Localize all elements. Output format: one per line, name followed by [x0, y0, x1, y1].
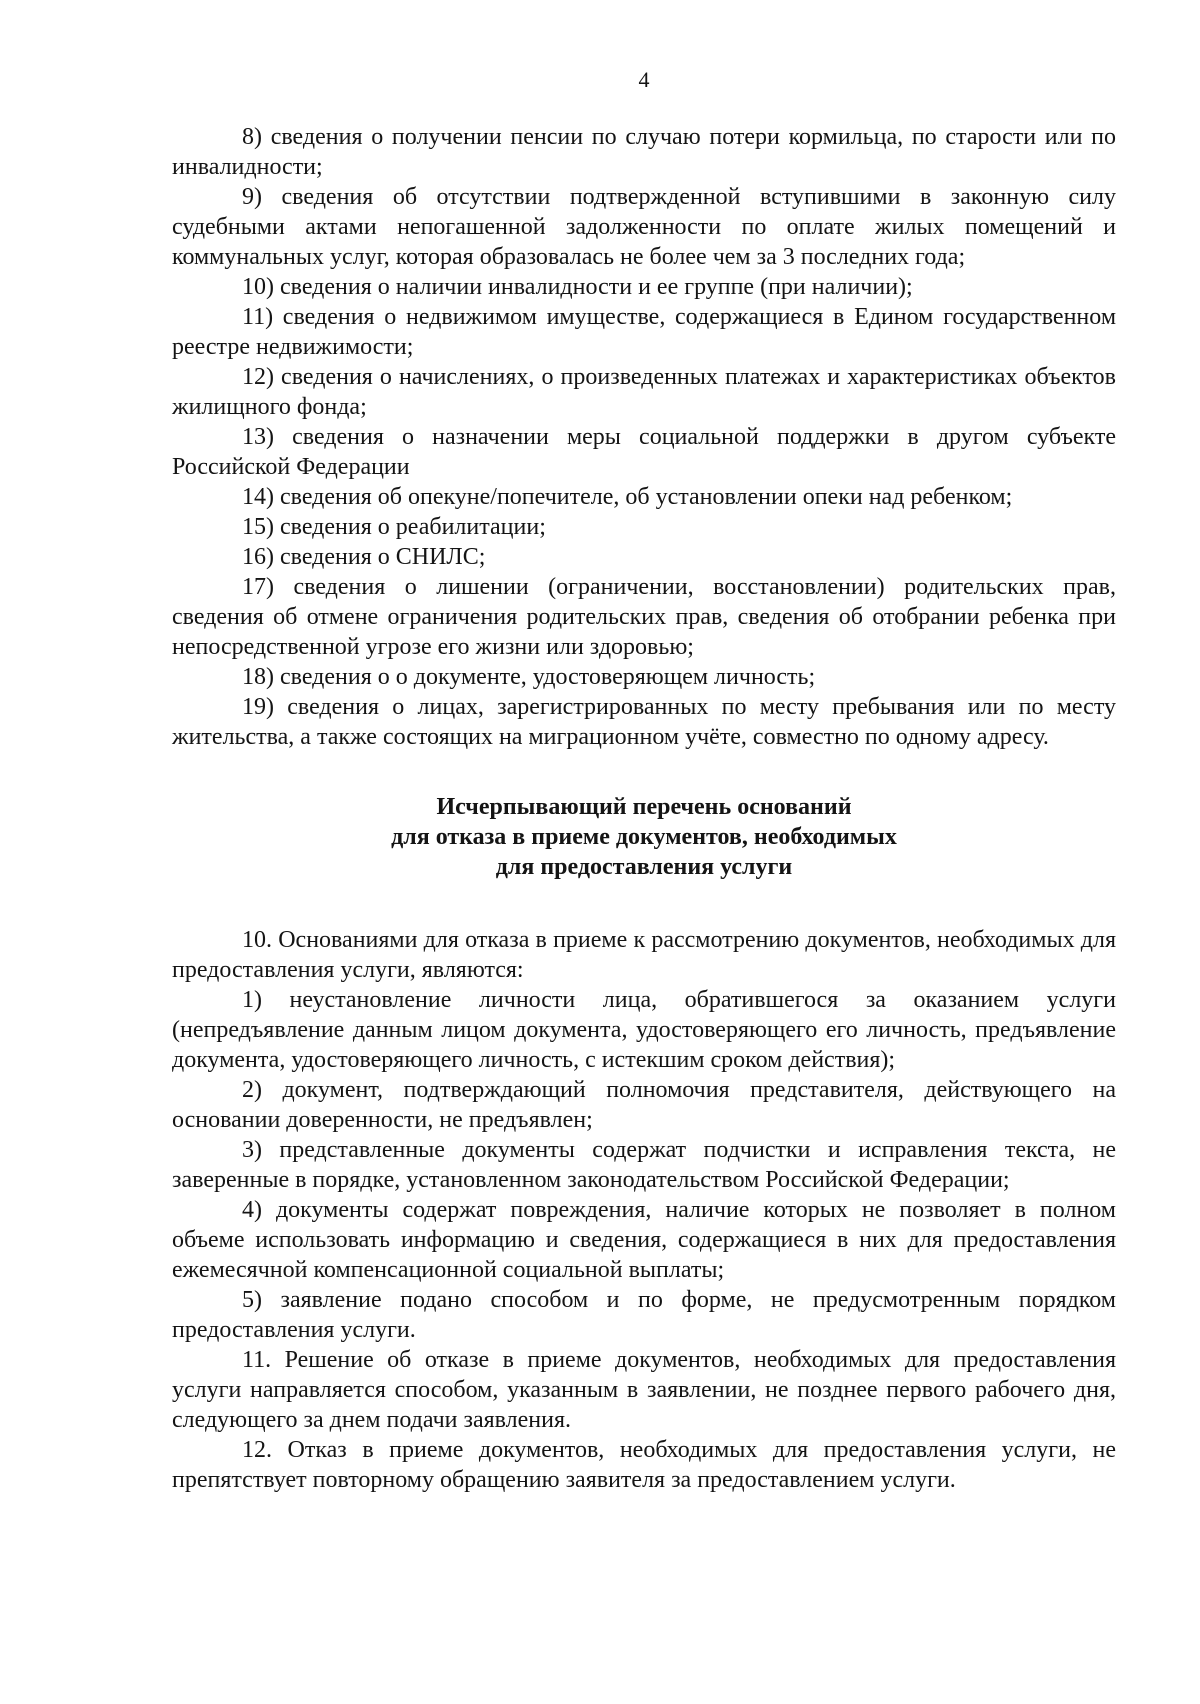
list-item: 4) документы содержат повреждения, наличие которых не позволяет в полном объеме использовать информацию и сведения, содержащиеся в них для предоставления ежемесячной компенсационной социальной выплаты; [172, 1197, 1116, 1283]
clause-paragraph: 10. Основаниями для отказа в приеме к рассмотрению документов, необходимых для предоставления услуги, являются: [172, 927, 1116, 983]
list-item: 11) сведения о недвижимом имуществе, содержащиеся в Едином государственном реестре недвижимости; [172, 304, 1116, 360]
list-item: 10) сведения о наличии инвалидности и ее группе (при наличии); [242, 274, 913, 300]
document-page [172, 66, 1116, 1495]
section-title-line: Исчерпывающий перечень оснований [436, 794, 852, 820]
information-list [172, 122, 1116, 752]
list-item: 14) сведения об опекуне/попечителе, об установлении опеки над ребенком; [242, 484, 1013, 510]
section-title [172, 792, 1116, 882]
list-item: 9) сведения об отсутствии подтвержденной вступившими в законную силу судебными актами непогашенной задолженности по оплате жилых помещений и коммунальных услуг, которая образовалась не более чем за 3 последних года; [172, 184, 1116, 270]
list-item: 5) заявление подано способом и по форме, не предусмотренным порядком предоставления услуги. [172, 1287, 1116, 1343]
list-item: 15) сведения о реабилитации; [242, 514, 546, 540]
list-item: 19) сведения о лицах, зарегистрированных по месту пребывания или по месту жительства, а также состоящих на миграционном учёте, совместно по одному адресу. [172, 694, 1116, 750]
clause-paragraph: 12. Отказ в приеме документов, необходимых для предоставления услуги, не препятствует повторному обращению заявителя за предоставлением услуги. [172, 1437, 1116, 1493]
list-item: 17) сведения о лишении (ограничении, восстановлении) родительских прав, сведения об отмене ограничения родительских прав, сведения об отобрании ребенка при непосредственной угрозе его жизни или здоровью; [172, 574, 1116, 660]
list-item: 8) сведения о получении пенсии по случаю потери кормильца, по старости или по инвалидности; [172, 124, 1116, 180]
list-item: 18) сведения о о документе, удостоверяющем личность; [242, 664, 816, 690]
list-item: 1) неустановление личности лица, обратившегося за оказанием услуги (непредъявление данным лицом документа, удостоверяющего его личность, предъявление документа, удостоверяющего личность, с истекшим сроком действия); [172, 987, 1116, 1073]
page-number: 4 [638, 67, 650, 92]
list-item: 3) представленные документы содержат подчистки и исправления текста, не заверенные в порядке, установленном законодательством Российской Федерации; [172, 1137, 1116, 1193]
clause-paragraph: 11. Решение об отказе в приеме документов, необходимых для предоставления услуги направляется способом, указанным в заявлении, не позднее первого рабочего дня, следующего за днем подачи заявления. [172, 1347, 1116, 1433]
list-item: 13) сведения о назначении меры социальной поддержки в другом субъекте Российской Федерации [172, 424, 1116, 480]
list-item: 12) сведения о начислениях, о произведенных платежах и характеристиках объектов жилищного фонда; [172, 364, 1116, 420]
refusal-grounds-list [172, 925, 1116, 1495]
list-item: 2) документ, подтверждающий полномочия представителя, действующего на основании доверенности, не предъявлен; [172, 1077, 1116, 1133]
section-title-line: для отказа в приеме документов, необходимых [391, 824, 897, 850]
list-item: 16) сведения о СНИЛС; [242, 544, 486, 570]
section-title-line: для предоставления услуги [495, 854, 793, 880]
